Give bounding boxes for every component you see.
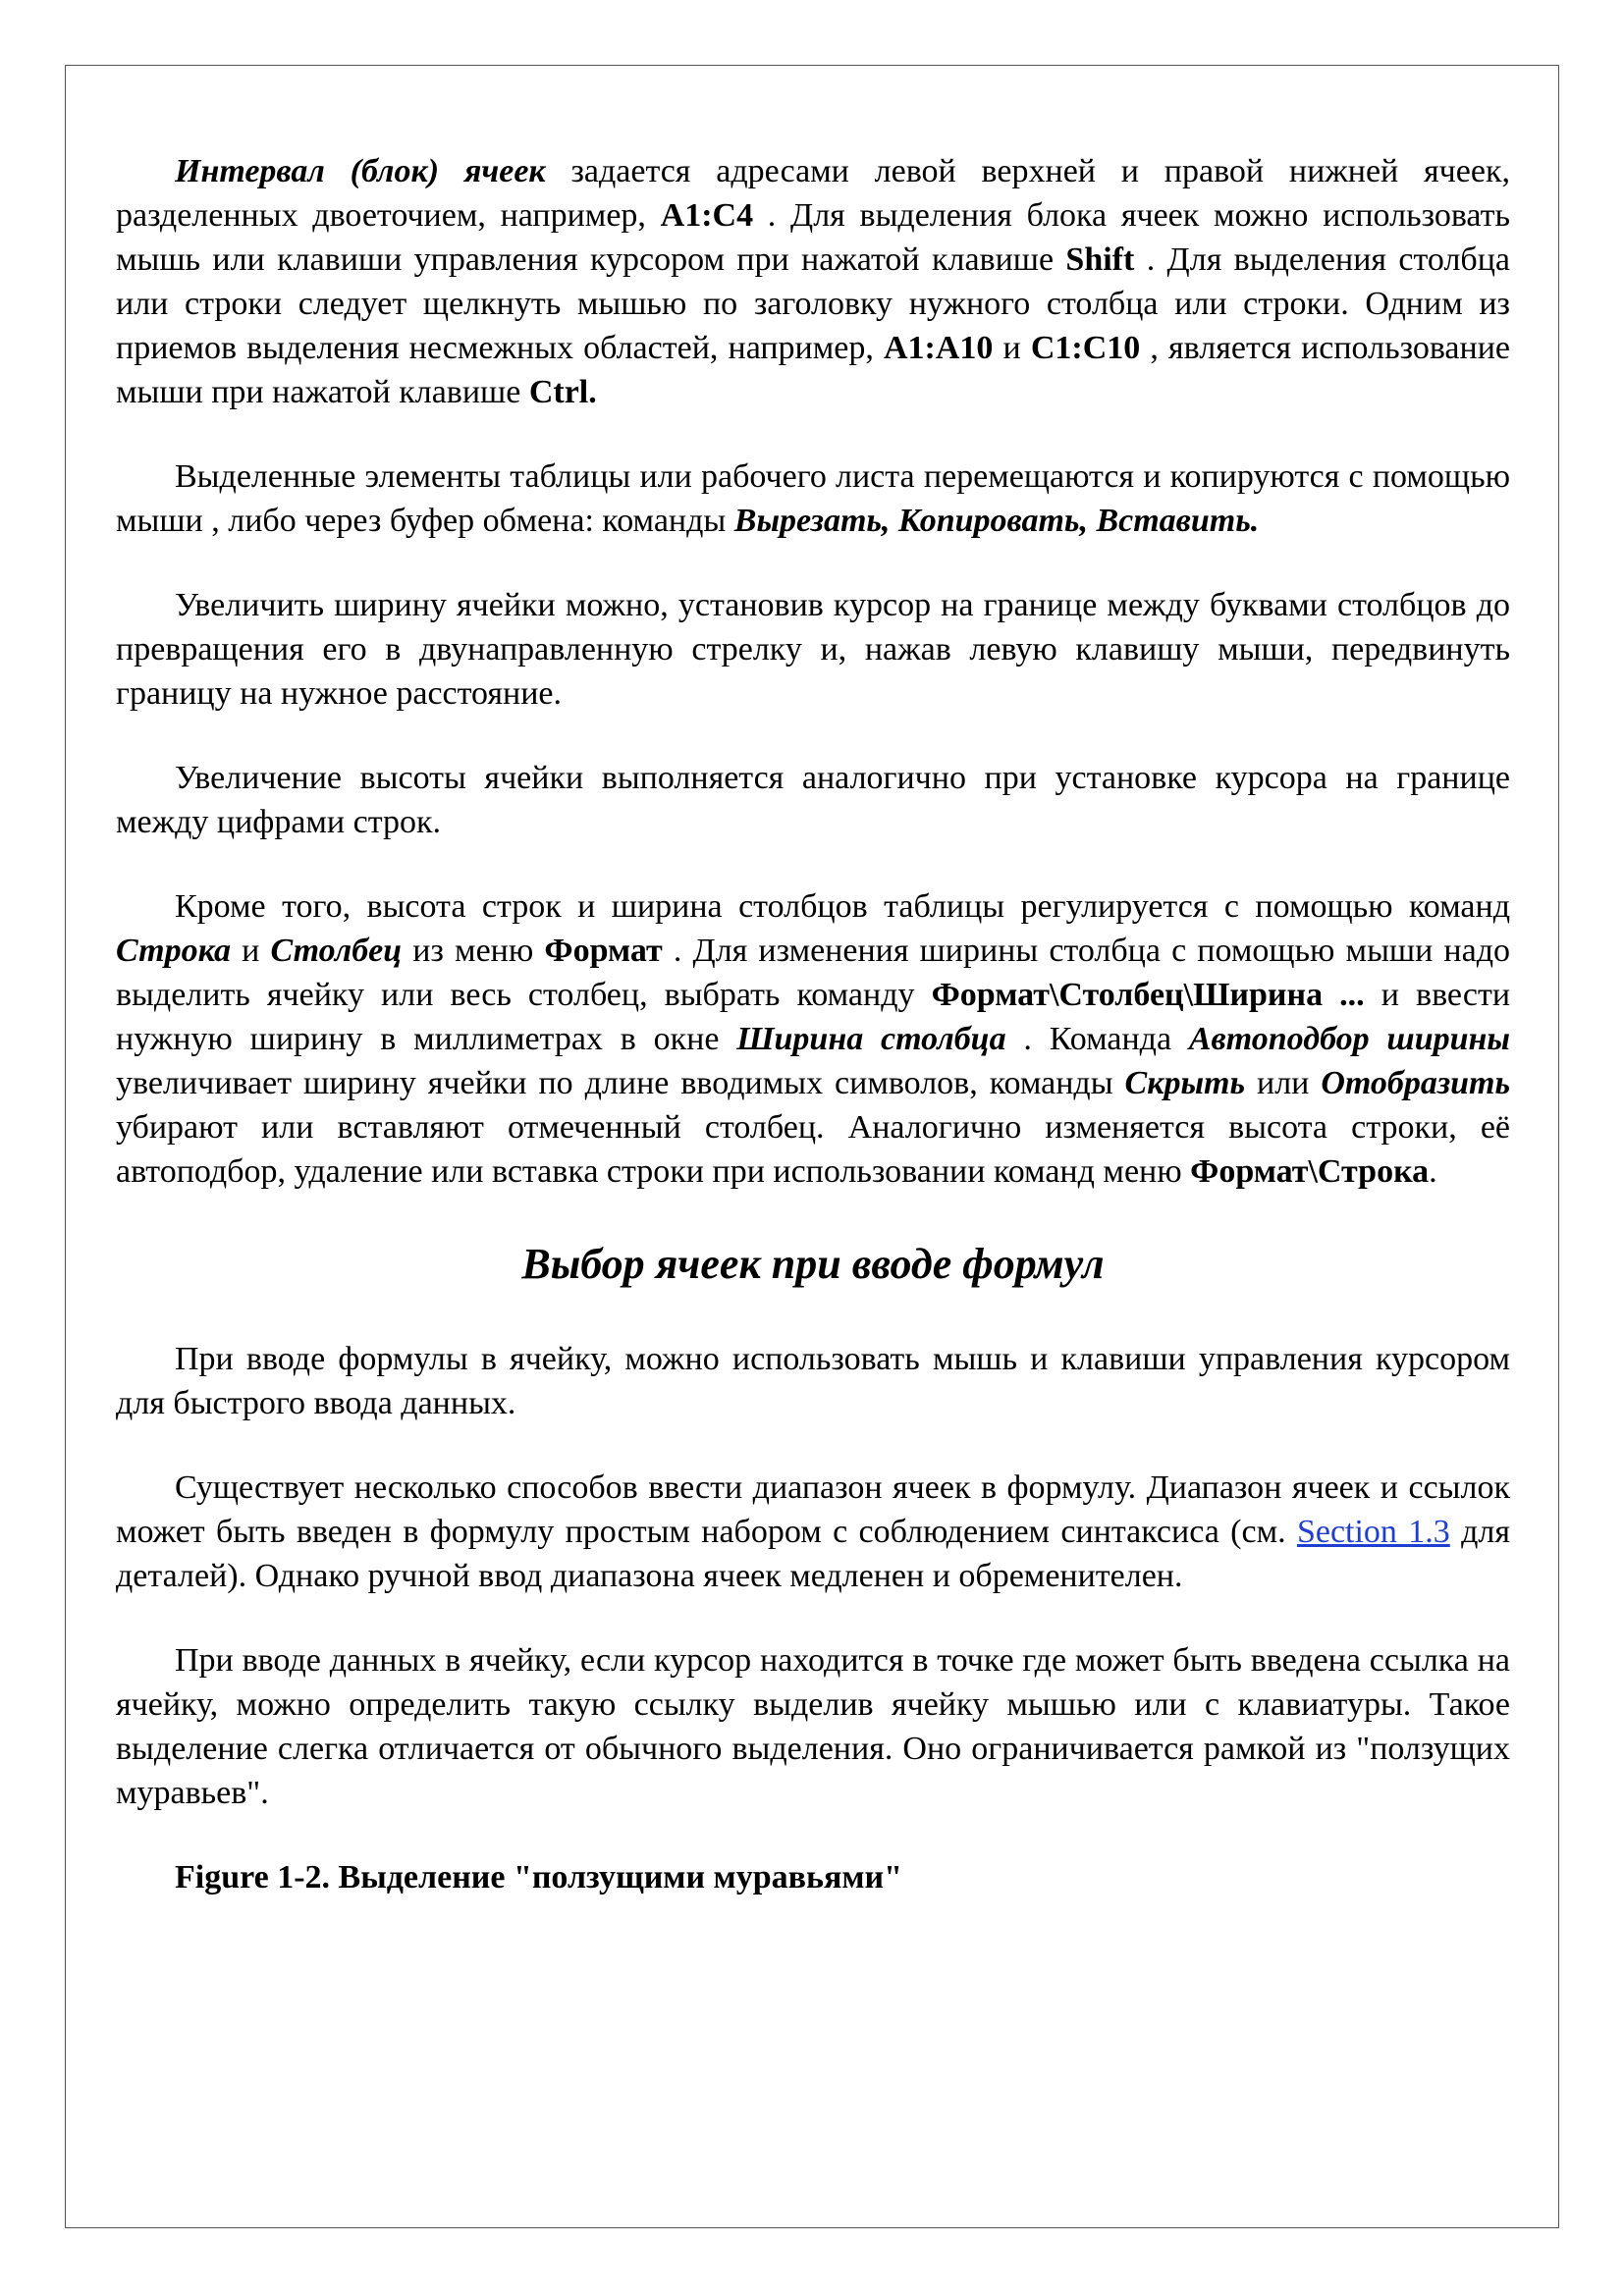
- command-show: Отобразить: [1321, 1065, 1511, 1101]
- text-run: . Для изменения ширины столбца с помощью мыши надо выделить ячейку или весь столбец, выбрать команду: [116, 933, 1511, 1013]
- paragraph-format-menu: [116, 884, 1510, 1194]
- text-run: .: [1429, 1153, 1437, 1190]
- commands-cut-copy-paste: Вырезать, Копировать, Вставить.: [733, 503, 1260, 539]
- section-heading: Выбор ячеек при вводе формул: [521, 1240, 1105, 1288]
- text-run: и ввести нужную ширину в миллиметрах в окне: [116, 977, 1511, 1057]
- text-run: или: [1245, 1065, 1322, 1101]
- text-run: из меню: [402, 933, 545, 969]
- command-column: Столбец: [270, 933, 403, 969]
- text-run: , является использование мыши при нажатой клавише: [116, 330, 1510, 410]
- paragraph-formula-input: [116, 1337, 1510, 1425]
- paragraph-column-width: [116, 583, 1510, 716]
- text-run: Кроме того, высота строк и ширина столбцов таблицы регулируется с помощью команд: [175, 888, 1510, 925]
- text-run: . Для выделения блока ячеек можно использовать мышь или клавиши управления курсором при нажатой клавише: [116, 197, 1510, 278]
- command-hide: Скрыть: [1124, 1065, 1246, 1101]
- command-row: Строка: [116, 933, 231, 969]
- text-run: для деталей). Однако ручной ввод диапазона ячеек медленен и обременителен.: [116, 1514, 1511, 1594]
- menu-format: Формат: [544, 933, 663, 969]
- text-run: Увеличить ширину ячейки можно, установив курсор на границе между буквами столбцов до превращения его в двунаправленную стрелку и, нажав левую клавишу мыши, передвинуть границу на нужное расстояние.: [116, 587, 1510, 712]
- example-range-c1-c10: C1:C10: [1030, 330, 1141, 366]
- figure-caption: Figure 1-2. Выделение "ползущими муравьями": [175, 1859, 902, 1896]
- text-run: убирают или вставляют отмеченный столбец. Аналогично изменяется высота строки, её автоподбор, удаление или вставка строки при использовании команд меню: [116, 1109, 1510, 1190]
- command-autofit-width: Автоподбор ширины: [1188, 1021, 1511, 1057]
- paragraph-row-height: [116, 756, 1510, 844]
- text-run: Существует несколько способов ввести диапазон ячеек в формулу. Диапазон ячеек и ссылок может быть введен в формулу простым набором с соблюдением синтаксиса (см.: [116, 1469, 1510, 1550]
- text-run: Выделенные элементы таблицы или рабочего листа перемещаются и копируются с помощью мыши , либо через буфер обмена: команды: [116, 458, 1510, 539]
- text-run: и: [231, 933, 271, 969]
- text-run: . Для выделения столбца или строки следует щелкнуть мышью по заголовку нужного столбца или строки. Одним из приемов выделения несмежных областей, например,: [116, 241, 1510, 366]
- window-column-width: Ширина столбца: [736, 1021, 1006, 1057]
- menu-path-column-width: Формат\Столбец\Ширина ...: [931, 977, 1365, 1013]
- text-run: и: [993, 330, 1031, 366]
- key-shift: Shift: [1065, 241, 1135, 278]
- term-cell-range: Интервал (блок) ячеек: [175, 153, 546, 189]
- text-run: . Команда: [1005, 1021, 1189, 1057]
- example-range-a1-a10: A1:A10: [883, 330, 994, 366]
- example-range-a1-c4: A1:C4: [660, 197, 754, 234]
- text-run: При вводе формулы в ячейку, можно использовать мышь и клавиши управления курсором для быстрого ввода данных.: [116, 1341, 1510, 1421]
- paragraph-move-copy: [116, 454, 1510, 543]
- paragraph-marching-ants: [116, 1638, 1510, 1815]
- text-run: задается адресами левой верхней и правой нижней ячеек, разделенных двоеточием, например,: [116, 153, 1510, 234]
- menu-path-row: Формат\Строка: [1190, 1153, 1430, 1190]
- section-link[interactable]: Section 1.3: [1296, 1514, 1450, 1550]
- paragraph-range-entry: [116, 1466, 1510, 1598]
- text-run: Увеличение высоты ячейки выполняется аналогично при установке курсора на границе между цифрами строк.: [116, 760, 1510, 840]
- key-ctrl: Ctrl.: [528, 374, 597, 410]
- paragraph-cell-range: [116, 149, 1510, 414]
- text-run: увеличивает ширину ячейки по длине вводимых символов, команды: [116, 1065, 1125, 1101]
- document-body: [116, 149, 1510, 1940]
- text-run: При вводе данных в ячейку, если курсор находится в точке где может быть введена ссылка на ячейку, можно определить такую ссылку выделив ячейку мышью или с клавиатуры. Такое выделение слегка отличается от обычного выделения. Оно ограничивается рамкой из "ползущих муравьев".: [116, 1642, 1510, 1811]
